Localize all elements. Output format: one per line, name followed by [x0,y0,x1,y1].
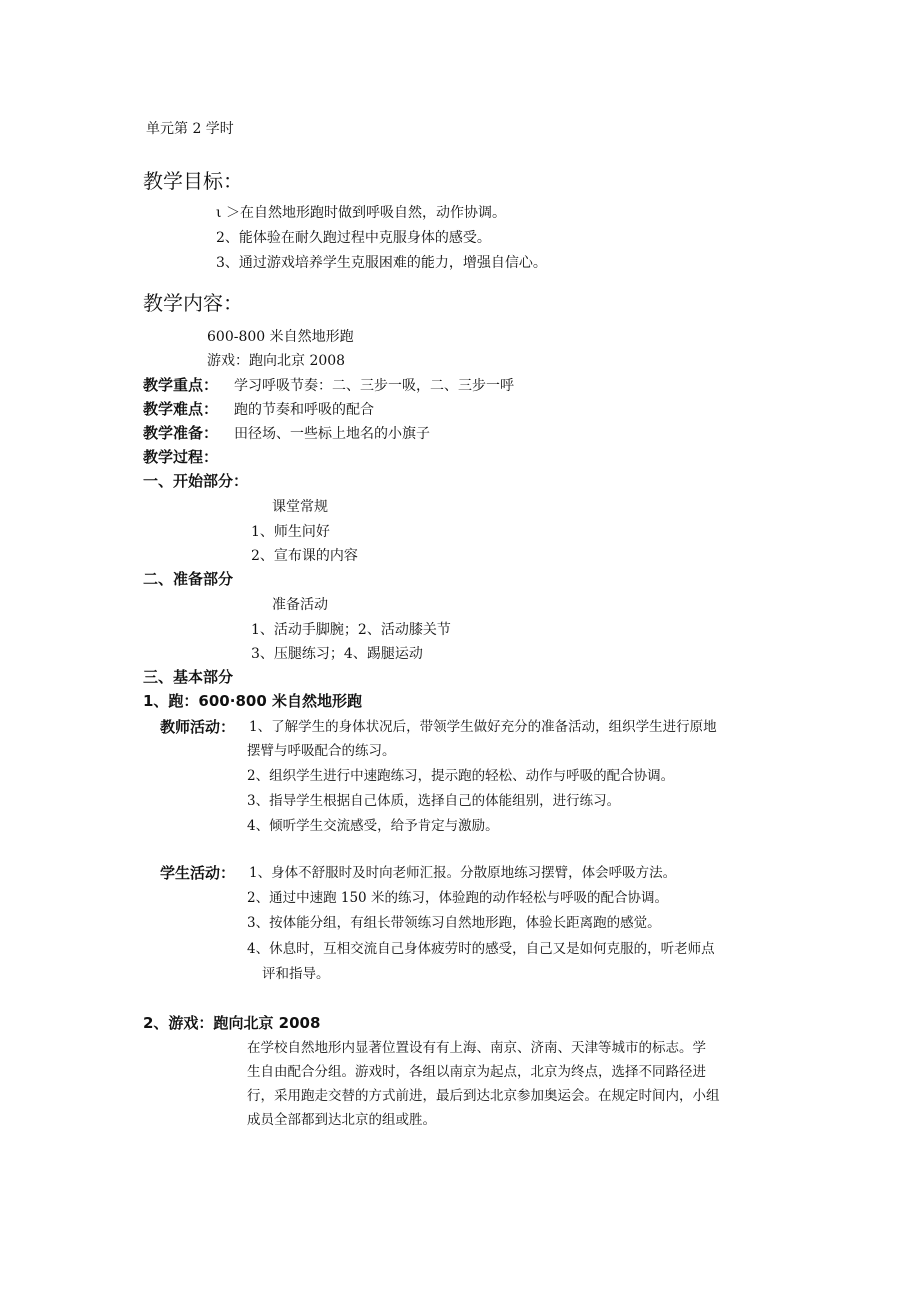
game-title: 2、游戏：跑向北京 2008 [143,1014,321,1032]
game-description-line: 行，采用跑走交替的方式前进，最后到达北京参加奥运会。在规定时间内，小组 [247,1088,720,1104]
part1-item: 1、师生问好 [251,524,330,540]
key-points-text: 学习呼吸节奏：二、三步一吸，二、三步一呼 [234,378,514,394]
student-activity-line: 1、身体不舒服时及时向老师汇报。分散原地练习摆臂，体会呼吸方法。 [249,865,677,881]
student-activity-line: 评和指导。 [262,966,330,982]
content-heading: 教学内容： [143,291,243,315]
content-item: 游戏：跑向北京 2008 [207,353,346,369]
teacher-activity-line: 4、倾听学生交流感受，给予肯定与激励。 [247,818,499,834]
part2-item: 1、活动手脚腕；2、活动膝关节 [251,622,451,638]
game-description-line: 生自由配合分组。游戏时，各组以南京为起点，北京为终点，选择不同路径进 [247,1064,706,1080]
difficulties-label: 教学难点： [143,400,219,418]
part2-item: 3、压腿练习；4、踢腿运动 [251,646,423,662]
teacher-activity-line: 摆臂与呼吸配合的练习。 [247,743,396,759]
objective-item: 2、能体验在耐久跑过程中克服身体的感受。 [216,230,491,246]
game-description-line: 在学校自然地形内显著位置设有有上海、南京、济南、天津等城市的标志。学 [247,1040,706,1056]
objective-item: ι ＞在自然地形跑时做到呼吸自然，动作协调。 [216,205,506,221]
objective-item: 3、通过游戏培养学生克服困难的能力，增强自信心。 [216,255,547,271]
process-heading: 教学过程： [143,448,219,466]
student-activity-line: 3、按体能分组，有组长带领练习自然地形跑，体验长距离跑的感觉。 [247,915,661,931]
student-activity-label: 学生活动： [160,864,236,882]
part1-heading: 一、开始部分： [143,472,249,490]
run-title: 1、跑：600·800 米自然地形跑 [143,692,362,710]
teacher-activity-label: 教师活动： [160,718,236,736]
teacher-activity-line: 1、了解学生的身体状况后，带领学生做好充分的准备活动，组织学生进行原地 [249,719,717,735]
part3-heading: 三、基本部分 [143,668,234,686]
part2-heading: 二、准备部分 [143,570,234,588]
part2-subtitle: 准备活动 [272,597,328,613]
part1-subtitle: 课堂常规 [272,499,328,515]
content-item: 600-800 米自然地形跑 [207,329,354,345]
student-activity-line: 4、休息时，互相交流自己身体疲劳时的感受，自己又是如何克服的，听老师点 [247,941,715,957]
objectives-heading: 教学目标： [143,169,243,193]
part1-item: 2、宣布课的内容 [251,548,358,564]
teacher-activity-line: 3、指导学生根据自己体质，选择自己的体能组别，进行练习。 [247,793,621,809]
difficulties-text: 跑的节奏和呼吸的配合 [234,402,374,418]
key-points-label: 教学重点： [143,376,219,394]
unit-lesson-label: 单元第 2 学时 [146,121,234,137]
game-description-line: 成员全部都到达北京的组或胜。 [247,1112,436,1128]
preparation-label: 教学准备： [143,424,219,442]
student-activity-line: 2、通过中速跑 150 米的练习，体验跑的动作轻松与呼吸的配合协调。 [247,890,668,906]
teacher-activity-line: 2、组织学生进行中速跑练习，提示跑的轻松、动作与呼吸的配合协调。 [247,768,675,784]
preparation-text: 田径场、一些标上地名的小旗子 [234,426,430,442]
